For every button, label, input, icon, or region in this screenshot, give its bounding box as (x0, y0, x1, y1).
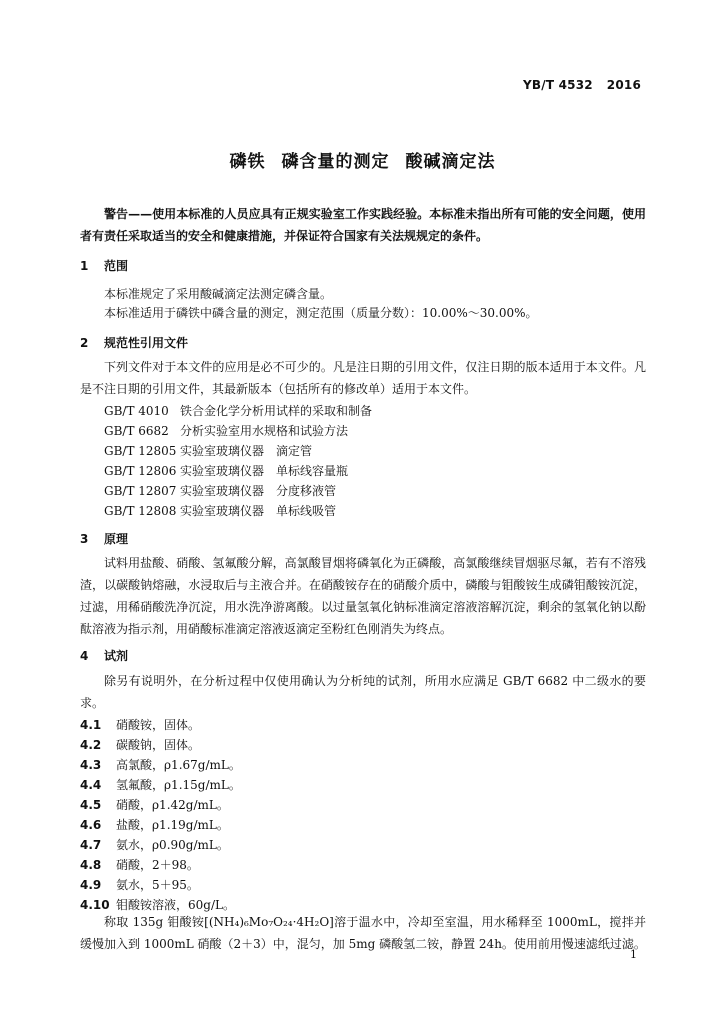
reagent-item (80, 836, 229, 853)
reagent-item (80, 856, 199, 873)
section-title: 原理 (104, 532, 129, 546)
reagent-number: 4.3 (80, 758, 102, 772)
molybdate-preparation: 称取 135g 钼酸铵[(NH₄)₆Mo₇O₂₄·4H₂O]溶于温水中，冷却至室温，用水稀释至 1000mL，搅拌并缓慢加入到 1000mL 硝酸（2＋3）中，混匀，加 5mg 磷酸氢二铵，静置 24h。使用前用慢速滤纸过滤。 (80, 915, 646, 951)
scope-line-2: 本标准适用于磷铁中磷含量的测定，测定范围（质量分数）：10.00%～30.00%。 (104, 306, 538, 320)
reference-code: GB/T 12805 (104, 444, 177, 458)
reference-item (104, 442, 312, 459)
reagent-number: 4.5 (80, 798, 102, 812)
warning-paragraph: 警告——使用本标准的人员应具有正规实验室工作实践经验。本标准未指出所有可能的安全问题，使用者有责任采取适当的安全和健康措施，并保证符合国家有关法规规定的条件。 (80, 207, 646, 243)
reagent-number: 4.10 (80, 898, 110, 912)
reagent-text: 硝酸铵，固体。 (116, 718, 201, 732)
section-title: 规范性引用文件 (104, 336, 189, 350)
reagent-text: 氨水，5＋95。 (116, 878, 199, 892)
reagent-item (80, 816, 229, 833)
reagent-text: 硝酸，2＋98。 (116, 858, 199, 872)
scope-line-1: 本标准规定了采用酸碱滴定法测定磷含量。 (104, 287, 333, 301)
reagent-text: 高氯酸，ρ1.67g/mL。 (116, 758, 241, 772)
section-2-heading (80, 334, 188, 351)
reagent-number: 4.6 (80, 818, 102, 832)
reference-code: GB/T 6682 (104, 424, 169, 438)
reagent-item (80, 796, 229, 813)
title-part-2: 磷含量的测定 (281, 152, 390, 172)
standard-code: YB/T 4532 (523, 78, 593, 92)
reagent-number: 4.4 (80, 778, 102, 792)
reference-item (104, 502, 336, 519)
reagent-number: 4.9 (80, 878, 102, 892)
standard-year: 2016 (606, 78, 641, 92)
reagent-text: 盐酸，ρ1.19g/mL。 (116, 818, 229, 832)
normative-intro: 下列文件对于本文件的应用是必不可少的。凡是注日期的引用文件，仅注日期的版本适用于本文件。凡是不注日期的引用文件，其最新版本（包括所有的修改单）适用于本文件。 (80, 360, 646, 396)
reagent-text: 氢氟酸，ρ1.15g/mL。 (116, 778, 241, 792)
reagent-item (80, 876, 199, 893)
reference-item (104, 482, 336, 499)
reference-title: 实验室玻璃仪器 单标线容量瓶 (180, 464, 349, 478)
reagent-number: 4.7 (80, 838, 102, 852)
reference-code: GB/T 12808 (104, 504, 177, 518)
section-1-heading (80, 257, 128, 274)
section-3-heading (80, 530, 128, 547)
reagent-text: 硝酸，ρ1.42g/mL。 (116, 798, 229, 812)
reagent-text: 氨水，ρ0.90g/mL。 (116, 838, 229, 852)
standard-number (523, 78, 641, 92)
title-part-1: 磷铁 (229, 152, 266, 172)
reagent-number: 4.1 (80, 718, 102, 732)
reference-title: 实验室玻璃仪器 滴定管 (180, 444, 313, 458)
reagent-text: 碳酸钠，固体。 (116, 738, 201, 752)
reference-code: GB/T 4010 (104, 404, 169, 418)
title-part-3: 酸碱滴定法 (405, 152, 496, 172)
document-title (0, 147, 725, 172)
reference-title: 分析实验室用水规格和试验方法 (180, 424, 349, 438)
section-number: 3 (80, 532, 89, 546)
reagent-item (80, 716, 200, 733)
reagents-intro: 除另有说明外，在分析过程中仅使用确认为分析纯的试剂，所用水应满足 GB/T 6682 中二级水的要求。 (80, 674, 646, 710)
section-number: 2 (80, 336, 89, 350)
section-title: 范围 (104, 259, 129, 273)
reagent-text: 钼酸铵溶液，60g/L。 (116, 898, 235, 912)
reference-item (104, 422, 348, 439)
reference-code: GB/T 12807 (104, 484, 177, 498)
reagent-item (80, 776, 241, 793)
reference-code: GB/T 12806 (104, 464, 177, 478)
reagent-number: 4.2 (80, 738, 102, 752)
page-number: 1 (630, 948, 637, 961)
reagent-item (80, 736, 200, 753)
reference-title: 实验室玻璃仪器 单标线吸管 (180, 504, 337, 518)
reference-item (104, 462, 348, 479)
section-number: 1 (80, 259, 89, 273)
reference-item (104, 402, 372, 419)
reference-title: 铁合金化学分析用试样的采取和制备 (180, 404, 373, 418)
section-number: 4 (80, 649, 89, 663)
reference-title: 实验室玻璃仪器 分度移液管 (180, 484, 337, 498)
section-title: 试剂 (104, 649, 129, 663)
section-4-heading (80, 647, 128, 664)
reagent-number: 4.8 (80, 858, 102, 872)
reagent-item (80, 756, 241, 773)
principle-paragraph: 试料用盐酸、硝酸、氢氟酸分解，高氯酸冒烟将磷氧化为正磷酸，高氯酸继续冒烟驱尽氟，若有不溶残渣，以碳酸钠熔融，水浸取后与主液合并。在硝酸铵存在的硝酸介质中，磷酸与钼酸铵生成磷钼酸铵沉淀，过滤，用稀硝酸洗净沉淀，用水洗净游离酸。以过量氢氧化钠标准滴定溶液溶解沉淀，剩余的氢氧化钠以酚酞溶液为指示剂，用硝酸标准滴定溶液返滴定至粉红色刚消失为终点。 (80, 556, 646, 636)
